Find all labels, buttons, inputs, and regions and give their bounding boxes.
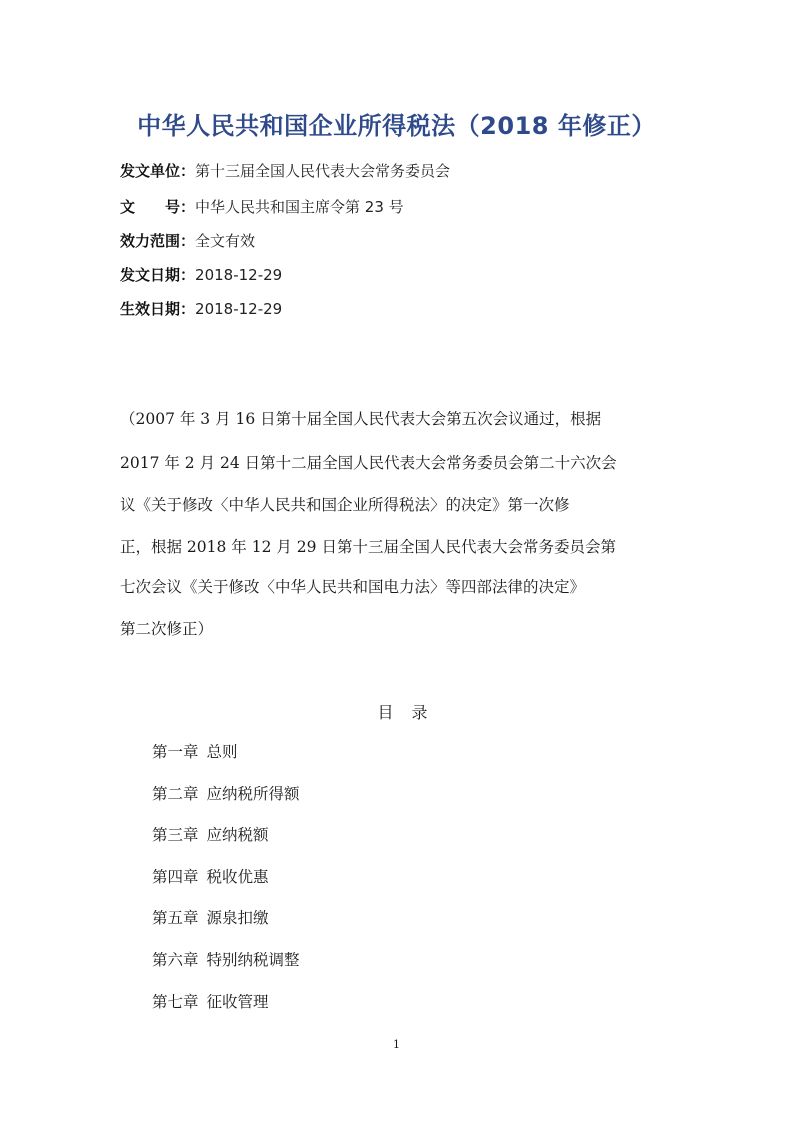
meta-value: 第十三届全国人民代表大会常务委员会 (195, 162, 451, 180)
meta-doc-number (120, 196, 404, 218)
toc-chapter: 第六章 (152, 951, 199, 969)
toc-chapter: 第五章 (152, 909, 199, 927)
page-number: 1 (393, 1038, 400, 1051)
meta-value: 2018-12-29 (195, 266, 283, 284)
meta-label: 发文日期 (120, 266, 181, 284)
toc-chapter: 第四章 (152, 868, 199, 886)
toc-chapter: 第七章 (152, 993, 199, 1011)
document-title: 中华人民共和国企业所得税法（2018 年修正） (137, 112, 656, 140)
meta-value: 全文有效 (195, 232, 256, 250)
toc-chapter: 第二章 (152, 785, 199, 803)
preamble-line: 第二次修正） (120, 620, 214, 638)
toc-item[interactable] (152, 907, 269, 929)
meta-scope (120, 230, 255, 252)
meta-label: 效力范围 (120, 232, 181, 250)
meta-label: 文 号 (120, 198, 181, 216)
toc-chapter: 第三章 (152, 826, 199, 844)
preamble-line: （2007 年 3 月 16 日第十届全国人民代表大会第五次会议通过，根据 (120, 410, 602, 428)
toc-name: 应纳税额 (206, 826, 269, 844)
toc-name: 征收管理 (206, 993, 269, 1011)
preamble-line: 2017 年 2 月 24 日第十二届全国人民代表大会常务委员会第二十六次会 (120, 454, 617, 472)
meta-label: 生效日期 (120, 300, 181, 318)
toc-item[interactable] (152, 991, 269, 1013)
meta-sep: ： (180, 300, 196, 318)
meta-issue-date (120, 264, 282, 286)
meta-value: 中华人民共和国主席令第 23 号 (195, 198, 404, 216)
toc-name: 特别纳税调整 (206, 951, 300, 969)
meta-label: 发文单位 (120, 162, 181, 180)
toc-name: 源泉扣缴 (206, 909, 269, 927)
meta-effective-date (120, 298, 282, 320)
meta-sep: ： (180, 266, 196, 284)
meta-sep: ： (180, 232, 196, 250)
meta-issuer (120, 160, 450, 182)
toc-chapter: 第一章 (152, 743, 199, 761)
meta-sep: ： (180, 198, 196, 216)
toc-item[interactable] (152, 824, 269, 846)
toc-item[interactable] (152, 866, 269, 888)
preamble-line: 正，根据 2018 年 12 月 29 日第十三届全国人民代表大会常务委员会第 (120, 538, 616, 556)
preamble-line: 议《关于修改〈中华人民共和国企业所得税法〉的决定》第一次修 (120, 496, 570, 514)
toc-name: 税收优惠 (206, 868, 269, 886)
toc-item[interactable] (152, 949, 300, 971)
toc-item[interactable] (152, 783, 300, 805)
meta-sep: ： (180, 162, 196, 180)
preamble-line: 七次会议《关于修改〈中华人民共和国电力法〉等四部法律的决定》 (120, 578, 586, 596)
toc-item[interactable] (152, 741, 238, 763)
toc-name: 应纳税所得额 (206, 785, 300, 803)
toc-heading: 目录 (377, 703, 446, 722)
toc-name: 总则 (206, 743, 238, 761)
meta-value: 2018-12-29 (195, 300, 283, 318)
